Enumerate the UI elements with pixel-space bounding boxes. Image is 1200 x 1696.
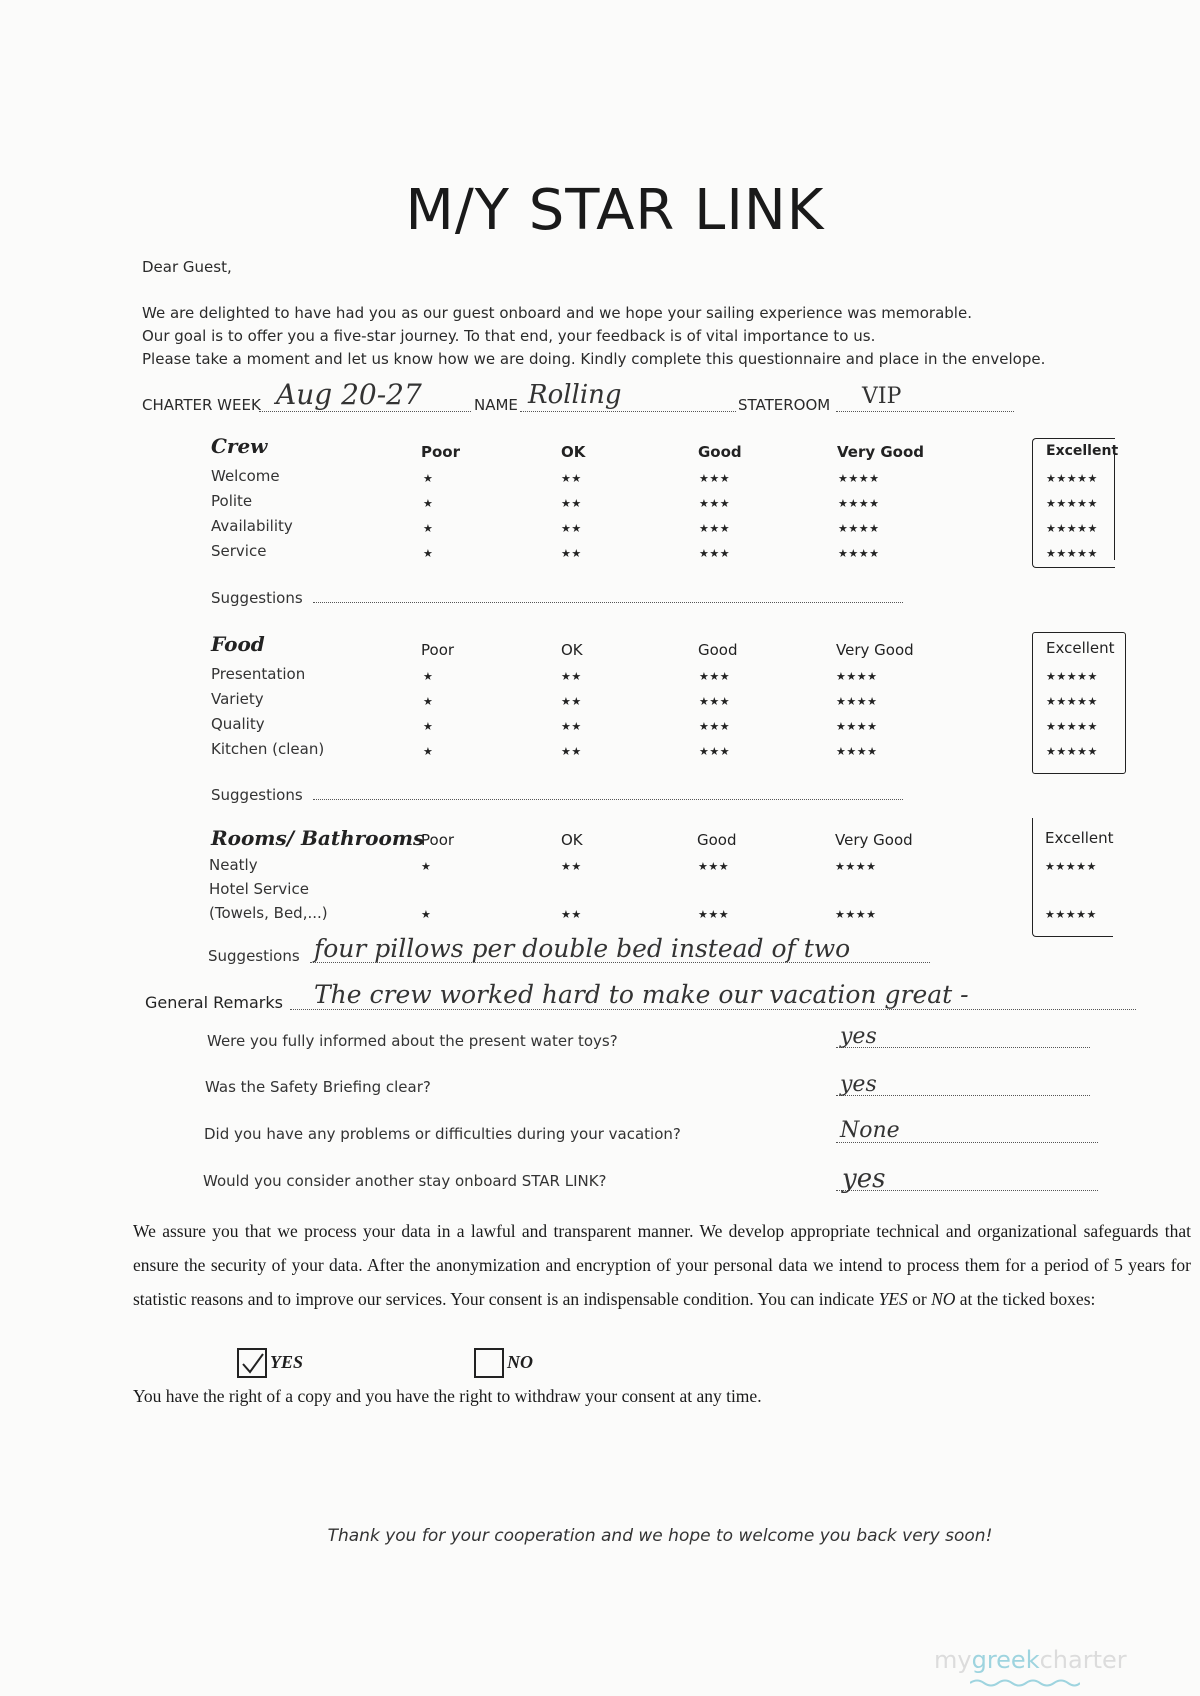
rooms-row-hotel-service: Hotel Service [209,880,309,898]
crew-header-good: Good [698,443,742,461]
question-safety-briefing: Was the Safety Briefing clear? [205,1078,431,1096]
name-label: NAME [474,396,518,414]
food-variety-excellent[interactable]: ★★★★★ [1046,695,1098,708]
crew-row-availability: Availability [211,517,293,535]
consent-paragraph [133,1214,1191,1316]
food-presentation-very-good[interactable]: ★★★★ [836,670,878,683]
rooms-header-poor: Poor [421,831,455,849]
food-variety-very-good[interactable]: ★★★★ [836,695,878,708]
stateroom-label: STATEROOM [738,396,831,414]
crew-availability-ok[interactable]: ★★ [561,522,582,535]
rooms-hotel-service-excellent[interactable]: ★★★★★ [1045,908,1097,921]
food-presentation-poor[interactable]: ★ [423,670,434,683]
crew-availability-very-good[interactable]: ★★★★ [838,522,880,535]
crew-service-poor[interactable]: ★ [423,547,434,560]
food-presentation-excellent[interactable]: ★★★★★ [1046,670,1098,683]
consent-no-label: NO [507,1352,533,1372]
crew-service-ok[interactable]: ★★ [561,547,582,560]
intro-line-2: Our goal is to offer you a five-star journey. To that end, your feedback is of vital importance to us. [142,327,876,345]
stateroom-value[interactable]: VIP [862,384,902,409]
consent-ticked-suffix: at the ticked boxes: [955,1289,1096,1309]
charter-week-line [259,411,471,412]
rooms-hotel-service-poor[interactable]: ★ [421,908,432,921]
crew-polite-ok[interactable]: ★★ [561,497,582,510]
food-quality-ok[interactable]: ★★ [561,720,582,733]
rooms-header-good: Good [697,831,737,849]
crew-welcome-poor[interactable]: ★ [423,472,434,485]
greeting: Dear Guest, [142,258,232,276]
rooms-suggestions-value[interactable]: four pillows per double bed instead of two [314,934,851,963]
food-presentation-good[interactable]: ★★★ [699,670,731,683]
crew-welcome-ok[interactable]: ★★ [561,472,582,485]
food-header-very-good: Very Good [836,641,914,659]
food-header-excellent: Excellent [1046,639,1115,657]
crew-suggestions-label: Suggestions [211,589,303,607]
food-quality-excellent[interactable]: ★★★★★ [1046,720,1098,733]
crew-welcome-excellent[interactable]: ★★★★★ [1046,472,1098,485]
crew-section-title: Crew [211,434,268,458]
consent-yes-label: YES [270,1352,304,1372]
food-suggestions-label: Suggestions [211,786,303,804]
consent-no-checkbox[interactable] [474,1348,504,1378]
watermark-suffix: charter [1039,1646,1127,1674]
consent-yes-inline: YES [878,1289,908,1309]
rooms-hotel-service-ok[interactable]: ★★ [561,908,582,921]
question-water-toys: Were you fully informed about the present water toys? [207,1032,618,1050]
food-kitchen-ok[interactable]: ★★ [561,745,582,758]
food-variety-poor[interactable]: ★ [423,695,434,708]
form-title: M/Y STAR LINK [405,178,825,243]
food-row-quality: Quality [211,715,265,733]
rooms-row-towels-bed: (Towels, Bed,...) [209,904,328,922]
crew-polite-very-good[interactable]: ★★★★ [838,497,880,510]
crew-header-very-good: Very Good [837,443,925,461]
crew-welcome-good[interactable]: ★★★ [699,472,731,485]
food-row-variety: Variety [211,690,264,708]
crew-row-polite: Polite [211,492,253,510]
crew-availability-poor[interactable]: ★ [423,522,434,535]
watermark-prefix: my [934,1646,972,1674]
rooms-header-excellent: Excellent [1045,829,1114,847]
food-kitchen-poor[interactable]: ★ [423,745,434,758]
answer-safety-briefing[interactable]: yes [840,1072,877,1097]
rooms-header-very-good: Very Good [835,831,913,849]
crew-service-very-good[interactable]: ★★★★ [838,547,880,560]
crew-welcome-very-good[interactable]: ★★★★ [838,472,880,485]
general-remarks-value[interactable]: The crew worked hard to make our vacation great - [314,980,969,1009]
rooms-hotel-service-very-good[interactable]: ★★★★ [835,908,877,921]
crew-service-excellent[interactable]: ★★★★★ [1046,547,1098,560]
crew-availability-good[interactable]: ★★★ [699,522,731,535]
food-variety-good[interactable]: ★★★ [699,695,731,708]
name-line [520,411,736,412]
question-another-stay: Would you consider another stay onboard STAR LINK? [203,1172,607,1190]
crew-polite-excellent[interactable]: ★★★★★ [1046,497,1098,510]
food-quality-very-good[interactable]: ★★★★ [836,720,878,733]
intro-line-1: We are delighted to have had you as our guest onboard and we hope your sailing experience was memorable. [142,304,972,322]
food-header-poor: Poor [421,641,455,659]
watermark-brand: greek [971,1646,1040,1674]
food-section-title: Food [211,632,265,656]
stateroom-line [836,411,1014,412]
food-kitchen-good[interactable]: ★★★ [699,745,731,758]
rooms-neatly-ok[interactable]: ★★ [561,860,582,873]
rooms-hotel-service-good[interactable]: ★★★ [698,908,730,921]
crew-polite-poor[interactable]: ★ [423,497,434,510]
intro-line-3: Please take a moment and let us know how we are doing. Kindly complete this questionnaire and place in the envelope. [142,350,1046,368]
food-presentation-ok[interactable]: ★★ [561,670,582,683]
rooms-neatly-poor[interactable]: ★ [421,860,432,873]
rooms-neatly-good[interactable]: ★★★ [698,860,730,873]
food-header-good: Good [698,641,738,659]
charter-week-label: CHARTER WEEK [142,396,261,414]
name-value[interactable]: Rolling [528,380,622,410]
check-mark-icon [239,1350,265,1376]
consent-or: or [907,1289,932,1309]
question-problems: Did you have any problems or difficulties during your vacation? [204,1125,681,1143]
rooms-row-neatly: Neatly [209,856,258,874]
crew-service-good[interactable]: ★★★ [699,547,731,560]
rooms-section-title: Rooms/ Bathrooms [211,826,425,850]
charter-week-value[interactable]: Aug 20-27 [276,378,422,411]
wave-icon [970,1678,1080,1688]
answer-problems[interactable]: None [840,1118,900,1143]
crew-excellent-selection-right [1112,450,1115,560]
rooms-suggestions-label: Suggestions [208,947,300,965]
closing-message: Thank you for your cooperation and we hope to welcome you back very soon! [327,1526,993,1546]
consent-text: We assure you that we process your data in a lawful and transparent manner. We develop appropriate technical and organizational safeguards that ensure the security of your data. After the anonymization and encryption of your personal data we intend to process them for a period of 5 years for statistic reasons and to improve our services. Your consent is an indispensable condition. You can indicate [133,1221,1191,1309]
answer-water-toys[interactable]: yes [840,1024,877,1049]
crew-row-service: Service [211,542,267,560]
food-header-ok: OK [561,641,583,659]
food-kitchen-excellent[interactable]: ★★★★★ [1046,745,1098,758]
watermark-logo [934,1646,1127,1674]
consent-no-inline: NO [931,1289,956,1309]
crew-header-poor: Poor [421,443,461,461]
food-kitchen-very-good[interactable]: ★★★★ [836,745,878,758]
crew-header-ok: OK [561,443,586,461]
consent-yes-checkbox[interactable] [237,1348,267,1378]
crew-row-welcome: Welcome [211,467,280,485]
food-suggestions-line[interactable] [313,799,903,800]
crew-availability-excellent[interactable]: ★★★★★ [1046,522,1098,535]
general-remarks-label: General Remarks [145,993,283,1012]
answer-another-stay[interactable]: yes [842,1164,886,1194]
food-variety-ok[interactable]: ★★ [561,695,582,708]
food-quality-poor[interactable]: ★ [423,720,434,733]
general-remarks-line [290,1009,1136,1010]
crew-suggestions-line[interactable] [313,602,903,603]
rooms-neatly-excellent[interactable]: ★★★★★ [1045,860,1097,873]
food-row-kitchen: Kitchen (clean) [211,740,325,758]
crew-polite-good[interactable]: ★★★ [699,497,731,510]
food-quality-good[interactable]: ★★★ [699,720,731,733]
rooms-header-ok: OK [561,831,583,849]
food-row-presentation: Presentation [211,665,306,683]
consent-rights: You have the right of a copy and you have the right to withdraw your consent at any time. [133,1386,762,1406]
crew-header-excellent: Excellent [1046,443,1119,459]
rooms-neatly-very-good[interactable]: ★★★★ [835,860,877,873]
